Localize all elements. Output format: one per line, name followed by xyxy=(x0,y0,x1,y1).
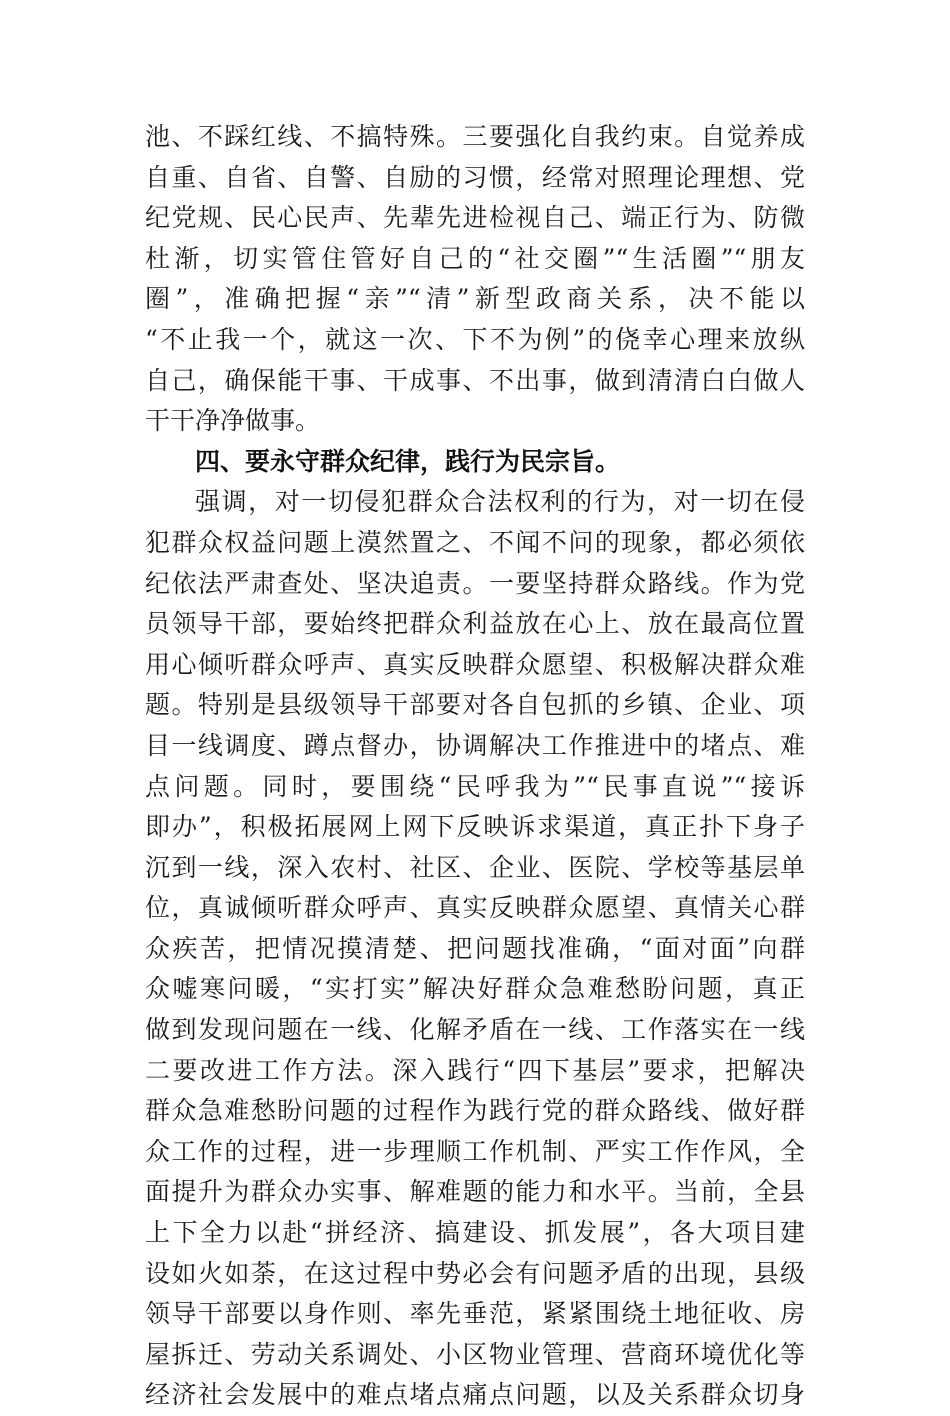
text-line: 众工作的过程，进一步理顺工作机制、严实工作作风，全 xyxy=(145,1136,805,1166)
text-line: 设如火如荼，在这过程中势必会有问题矛盾的出现，县级 xyxy=(145,1258,805,1288)
text-line: “不止我一个，就这一次、下不为例”的侥幸心理来放纵 xyxy=(145,324,805,354)
text-line: 题。特别是县级领导干部要对各自包抓的乡镇、企业、项 xyxy=(145,690,805,720)
text-line: 沉到一线，深入农村、社区、企业、医院、学校等基层单 xyxy=(145,852,805,882)
text-line: 面提升为群众办实事、解难题的能力和水平。当前，全县 xyxy=(145,1177,805,1207)
text-line: 二要改进工作方法。深入践行“四下基层”要求，把解决 xyxy=(145,1055,805,1085)
text-line: 干干净净做事。 xyxy=(145,406,321,436)
text-line: 自重、自省、自警、自励的习惯，经常对照理论理想、党 xyxy=(145,162,805,192)
text-line: 目一线调度、蹲点督办，协调解决工作推进中的堵点、难 xyxy=(145,730,805,760)
text-line: 位，真诚倾听群众呼声、真实反映群众愿望、真情关心群 xyxy=(145,893,805,923)
text-line: 员领导干部，要始终把群众利益放在心上、放在最高位置 xyxy=(145,609,805,639)
text-line: 众疾苦，把情况摸清楚、把问题找准确，“面对面”向群 xyxy=(145,933,805,963)
text-line: 圈”，准确把握“亲”“清”新型政商关系，决不能以 xyxy=(145,284,805,314)
text-line: 犯群众权益问题上漠然置之、不闻不问的现象，都必须依 xyxy=(145,527,805,557)
text-line: 众嘘寒问暖，“实打实”解决好群众急难愁盼问题，真正 xyxy=(145,974,805,1004)
text-line: 自己，确保能干事、干成事、不出事，做到清清白白做人 xyxy=(145,365,805,395)
text-line: 杜渐，切实管住管好自己的“社交圈”“生活圈”“朋友 xyxy=(145,243,805,273)
text-line: 纪党规、民心民声、先辈先进检视自己、端正行为、防微 xyxy=(145,203,805,233)
text-line: 做到发现问题在一线、化解矛盾在一线、工作落实在一线 xyxy=(145,1015,805,1045)
text-line: 经济社会发展中的难点堵点痛点问题，以及关系群众切身 xyxy=(145,1380,805,1410)
section-heading: 四、要永守群众纪律，践行为民宗旨。 xyxy=(195,446,621,476)
text-line: 即办”，积极拓展网上网下反映诉求渠道，真正扑下身子 xyxy=(145,812,805,842)
text-line: 上下全力以赴“拼经济、搞建设、抓发展”，各大项目建 xyxy=(145,1218,805,1248)
body-text xyxy=(145,117,805,1416)
text-line: 领导干部要以身作则、率先垂范，紧紧围绕土地征收、房 xyxy=(145,1299,805,1329)
text-line: 点问题。同时，要围绕“民呼我为”“民事直说”“接诉 xyxy=(145,771,805,801)
text-line: 池、不踩红线、不搞特殊。三要强化自我约束。自觉养成 xyxy=(145,122,805,151)
text-line: 纪依法严肃查处、坚决追责。一要坚持群众路线。作为党 xyxy=(145,568,805,598)
text-line: 强调，对一切侵犯群众合法权利的行为，对一切在侵 xyxy=(195,487,805,517)
text-line: 屋拆迁、劳动关系调处、小区物业管理、营商环境优化等 xyxy=(145,1339,805,1369)
text-line: 用心倾听群众呼声、真实反映群众愿望、积极解决群众难 xyxy=(145,649,805,679)
text-line: 群众急难愁盼问题的过程作为践行党的群众路线、做好群 xyxy=(145,1096,805,1126)
